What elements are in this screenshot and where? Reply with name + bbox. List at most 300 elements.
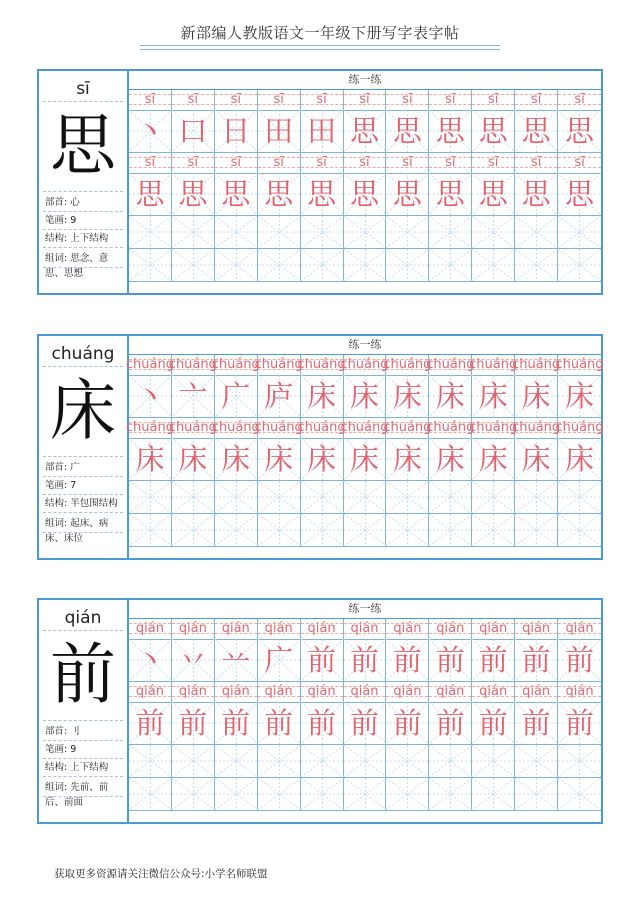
writing-cell[interactable]	[258, 249, 301, 281]
pinyin-cell	[558, 682, 601, 702]
writing-cell[interactable]	[429, 745, 472, 777]
pinyin-cell	[515, 90, 558, 110]
tian-grid-guide	[558, 778, 601, 810]
writing-cell[interactable]	[129, 216, 172, 248]
pinyin-trace: chuáng	[512, 420, 561, 435]
pinyin-cell	[301, 619, 344, 639]
writing-cell[interactable]	[129, 745, 172, 777]
writing-cell[interactable]	[129, 639, 172, 681]
writing-cell[interactable]	[429, 438, 472, 480]
structure-line: 结构: 半包围结构	[45, 498, 118, 509]
stroke-order-character: 床	[521, 379, 551, 413]
writing-cell[interactable]	[215, 249, 258, 281]
pinyin-cell	[383, 418, 432, 438]
tian-grid-guide	[172, 249, 215, 281]
writing-cell[interactable]	[515, 702, 558, 744]
pinyin-trace: sī	[359, 155, 370, 170]
writing-cell[interactable]	[386, 639, 429, 681]
tian-grid-guide	[258, 778, 301, 810]
stroke-order-character: 床	[565, 379, 595, 413]
writing-cell[interactable]	[301, 216, 344, 248]
pinyin-cell	[386, 682, 429, 702]
writing-cell[interactable]	[515, 173, 558, 215]
writing-cell[interactable]	[344, 173, 387, 215]
pinyin-cell	[129, 619, 172, 639]
writing-cell[interactable]	[386, 173, 429, 215]
stroke-order-character: 思	[135, 177, 165, 211]
pinyin-row	[129, 90, 601, 111]
pinyin-cell	[472, 682, 515, 702]
pinyin-cell	[515, 619, 558, 639]
writing-cell[interactable]	[215, 745, 258, 777]
pinyin-trace: qián	[393, 684, 422, 699]
writing-cell[interactable]	[215, 481, 258, 513]
writing-cell[interactable]	[472, 249, 515, 281]
writing-cell[interactable]	[472, 778, 515, 810]
writing-cell[interactable]	[301, 481, 344, 513]
writing-cell[interactable]	[258, 438, 301, 480]
writing-cell[interactable]	[472, 745, 515, 777]
stroke-order-character: 床	[392, 442, 422, 476]
writing-cell[interactable]	[258, 375, 301, 417]
tian-grid-guide	[215, 481, 258, 513]
writing-cell[interactable]	[172, 639, 215, 681]
pinyin-trace: qián	[135, 684, 164, 699]
tian-grid-guide	[172, 745, 215, 777]
writing-cell[interactable]	[472, 481, 515, 513]
stroke-order-character: 丷	[178, 643, 208, 677]
writing-cell[interactable]	[129, 702, 172, 744]
tian-grid-guide	[386, 745, 429, 777]
pinyin-trace: qián	[135, 621, 164, 636]
stroke-order-character: 前	[478, 706, 508, 740]
writing-cell[interactable]	[472, 438, 515, 480]
writing-cell[interactable]	[344, 375, 387, 417]
writing-cell[interactable]	[558, 375, 601, 417]
pinyin-trace: qián	[479, 684, 508, 699]
pinyin-cell	[125, 418, 174, 438]
pinyin-cell	[168, 418, 217, 438]
pinyin-cell	[301, 153, 344, 173]
writing-cell[interactable]	[558, 249, 601, 281]
stroke-order-character: 床	[264, 442, 294, 476]
practice-heading: 练一练	[129, 336, 601, 355]
pinyin-row	[125, 418, 604, 439]
writing-cell[interactable]	[301, 514, 344, 546]
writing-cell[interactable]	[172, 438, 215, 480]
writing-cell[interactable]	[301, 745, 344, 777]
writing-cell[interactable]	[344, 702, 387, 744]
pinyin-cell	[340, 355, 389, 375]
pinyin-trace: sī	[273, 155, 284, 170]
writing-cell[interactable]	[344, 249, 387, 281]
writing-cell[interactable]	[429, 110, 472, 152]
writing-cell[interactable]	[386, 438, 429, 480]
grid-row	[129, 375, 601, 418]
tian-grid-guide	[558, 745, 601, 777]
radical-line: 部首: 心	[45, 197, 80, 208]
pinyin-trace: chuáng	[297, 420, 346, 435]
pinyin-cell	[512, 355, 561, 375]
writing-cell[interactable]	[301, 375, 344, 417]
stroke-order-character: 床	[307, 379, 337, 413]
writing-cell[interactable]	[558, 481, 601, 513]
writing-cell[interactable]	[172, 110, 215, 152]
pinyin-trace: sī	[273, 92, 284, 107]
stroke-order-character: 思	[478, 177, 508, 211]
writing-cell[interactable]	[129, 173, 172, 215]
stroke-order-character: 䒑	[221, 643, 251, 677]
pinyin-trace: sī	[488, 92, 499, 107]
writing-cell[interactable]	[558, 110, 601, 152]
writing-cell[interactable]	[301, 173, 344, 215]
writing-cell[interactable]	[344, 514, 387, 546]
writing-cell[interactable]	[258, 481, 301, 513]
writing-cell[interactable]	[429, 639, 472, 681]
writing-cell[interactable]	[386, 778, 429, 810]
stroke-order-character: 思	[435, 114, 465, 148]
tian-grid-guide	[558, 216, 601, 248]
word-examples-line: 组词: 先前、前后、前面	[45, 782, 109, 808]
pinyin-trace: chuáng	[297, 357, 346, 372]
writing-cell[interactable]	[429, 702, 472, 744]
writing-cell[interactable]	[129, 438, 172, 480]
pinyin-trace: sī	[574, 92, 585, 107]
writing-cell[interactable]	[515, 110, 558, 152]
stroke-order-character: 田	[307, 114, 337, 148]
pinyin-trace: qián	[479, 621, 508, 636]
writing-cell[interactable]	[129, 110, 172, 152]
writing-cell[interactable]	[558, 778, 601, 810]
writing-cell[interactable]	[515, 481, 558, 513]
writing-cell[interactable]	[558, 216, 601, 248]
writing-cell[interactable]	[258, 110, 301, 152]
writing-cell[interactable]	[215, 639, 258, 681]
writing-cell[interactable]	[215, 778, 258, 810]
pinyin-trace: chuáng	[125, 420, 174, 435]
writing-cell[interactable]	[172, 173, 215, 215]
pinyin-cell	[215, 682, 258, 702]
tian-grid-guide	[258, 514, 301, 546]
writing-cell[interactable]	[301, 110, 344, 152]
stroke-order-character: 前	[521, 706, 551, 740]
stroke-order-character: 前	[565, 643, 595, 677]
writing-cell[interactable]	[515, 438, 558, 480]
writing-cell[interactable]	[386, 110, 429, 152]
pinyin-trace: sī	[316, 92, 327, 107]
writing-cell[interactable]	[129, 481, 172, 513]
pinyin-trace: qián	[178, 684, 207, 699]
tian-grid-guide	[129, 745, 172, 777]
writing-cell[interactable]	[344, 110, 387, 152]
tian-grid-guide	[386, 778, 429, 810]
writing-cell[interactable]	[172, 216, 215, 248]
pinyin-trace: sī	[230, 92, 241, 107]
tian-grid-guide	[129, 481, 172, 513]
writing-cell[interactable]	[472, 375, 515, 417]
writing-cell[interactable]	[429, 481, 472, 513]
writing-cell[interactable]	[301, 639, 344, 681]
writing-cell[interactable]	[558, 173, 601, 215]
pinyin-trace: sī	[187, 92, 199, 107]
pinyin-cell	[215, 153, 258, 173]
tian-grid-guide	[215, 778, 258, 810]
writing-cell[interactable]	[258, 778, 301, 810]
pinyin-cell	[344, 90, 387, 110]
pinyin-trace: chuáng	[168, 357, 217, 372]
writing-cell[interactable]	[172, 514, 215, 546]
practice-heading: 练一练	[129, 600, 601, 619]
writing-cell[interactable]	[429, 375, 472, 417]
tian-grid-guide	[301, 745, 344, 777]
writing-cell[interactable]	[129, 514, 172, 546]
divider	[43, 247, 123, 249]
writing-cell[interactable]	[429, 216, 472, 248]
writing-cell[interactable]	[558, 438, 601, 480]
writing-cell[interactable]	[215, 438, 258, 480]
pinyin-cell	[172, 682, 215, 702]
writing-cell[interactable]	[301, 249, 344, 281]
writing-cell[interactable]	[472, 216, 515, 248]
stroke-order-character: 思	[349, 114, 379, 148]
pinyin-row	[125, 355, 604, 376]
pinyin-trace: sī	[488, 155, 499, 170]
writing-cell[interactable]	[558, 745, 601, 777]
stroke-order-character: 口	[178, 114, 208, 148]
stroke-order-character: 前	[435, 706, 465, 740]
pinyin-trace: qián	[393, 621, 422, 636]
footer-note: 获取更多资源请关注微信公众号:小学名师联盟	[54, 868, 268, 880]
pinyin-cell	[301, 90, 344, 110]
pinyin-cell	[172, 153, 215, 173]
structure-line: 结构: 上下结构	[45, 762, 109, 773]
grid-row	[129, 216, 601, 249]
writing-cell[interactable]	[515, 639, 558, 681]
pinyin-label: sī	[76, 79, 90, 99]
stroke-order-character: 床	[135, 442, 165, 476]
writing-cell[interactable]	[429, 778, 472, 810]
pinyin-trace: qián	[522, 621, 551, 636]
writing-cell[interactable]	[386, 216, 429, 248]
pinyin-cell	[215, 90, 258, 110]
pinyin-cell	[340, 418, 389, 438]
writing-cell[interactable]	[472, 514, 515, 546]
writing-cell[interactable]	[558, 639, 601, 681]
writing-cell[interactable]	[515, 249, 558, 281]
pinyin-trace: sī	[144, 92, 156, 107]
pinyin-trace: chuáng	[340, 357, 389, 372]
writing-cell[interactable]	[344, 778, 387, 810]
pinyin-trace: chuáng	[168, 420, 217, 435]
stroke-order-character: 前	[478, 643, 508, 677]
pinyin-trace: sī	[445, 92, 456, 107]
pinyin-trace: chuáng	[383, 420, 432, 435]
grid-row	[129, 702, 601, 745]
pinyin-cell	[386, 619, 429, 639]
title-underline	[140, 45, 500, 46]
tian-grid-guide	[515, 216, 558, 248]
writing-cell[interactable]	[558, 702, 601, 744]
writing-cell[interactable]	[301, 438, 344, 480]
model-character: 前	[50, 636, 116, 713]
pinyin-trace: chuáng	[211, 357, 260, 372]
writing-cell[interactable]	[215, 110, 258, 152]
pinyin-cell	[254, 418, 303, 438]
pinyin-trace: qián	[522, 684, 551, 699]
writing-cell[interactable]	[472, 110, 515, 152]
tian-grid-guide	[429, 778, 472, 810]
writing-cell[interactable]	[472, 639, 515, 681]
writing-cell[interactable]	[129, 375, 172, 417]
writing-cell[interactable]	[344, 639, 387, 681]
divider	[43, 720, 123, 722]
stroke-order-character: 思	[565, 177, 595, 211]
tian-grid-guide	[129, 216, 172, 248]
pinyin-cell	[215, 619, 258, 639]
writing-cell[interactable]	[258, 216, 301, 248]
stroke-order-character: 床	[435, 442, 465, 476]
pinyin-cell	[297, 355, 346, 375]
tian-grid-guide	[258, 249, 301, 281]
pinyin-trace: qián	[264, 684, 293, 699]
writing-cell[interactable]	[515, 778, 558, 810]
writing-cell[interactable]	[429, 173, 472, 215]
tian-grid-guide	[472, 778, 515, 810]
stroke-order-character: 思	[478, 114, 508, 148]
tian-grid-guide	[386, 216, 429, 248]
writing-cell[interactable]	[515, 745, 558, 777]
tian-grid-guide	[215, 745, 258, 777]
writing-cell[interactable]	[472, 173, 515, 215]
writing-cell[interactable]	[344, 745, 387, 777]
tian-grid-guide	[472, 745, 515, 777]
pinyin-cell	[297, 418, 346, 438]
writing-cell[interactable]	[215, 216, 258, 248]
pinyin-cell	[555, 355, 604, 375]
writing-cell[interactable]	[386, 514, 429, 546]
writing-cell[interactable]	[172, 702, 215, 744]
pinyin-cell	[512, 418, 561, 438]
writing-cell[interactable]	[386, 745, 429, 777]
writing-cell[interactable]	[386, 702, 429, 744]
tian-grid-guide	[344, 216, 387, 248]
writing-cell[interactable]	[258, 745, 301, 777]
tian-grid-guide	[472, 514, 515, 546]
tian-grid-guide	[429, 481, 472, 513]
tian-grid-guide	[515, 249, 558, 281]
tian-grid-guide	[215, 216, 258, 248]
pinyin-cell	[386, 90, 429, 110]
writing-cell[interactable]	[429, 249, 472, 281]
writing-cell[interactable]	[215, 173, 258, 215]
stroke-order-character: 床	[478, 379, 508, 413]
practice-sheet-chuang	[37, 334, 603, 560]
writing-cell[interactable]	[515, 375, 558, 417]
writing-cell[interactable]	[258, 514, 301, 546]
stroke-order-character: 床	[521, 442, 551, 476]
writing-cell[interactable]	[472, 702, 515, 744]
stroke-order-character: 思	[392, 177, 422, 211]
writing-cell[interactable]	[301, 778, 344, 810]
pinyin-cell	[558, 153, 601, 173]
pinyin-cell	[129, 682, 172, 702]
pinyin-cell	[172, 619, 215, 639]
practice-sheet-si	[37, 69, 603, 295]
tian-grid-guide	[258, 481, 301, 513]
pinyin-cell	[258, 153, 301, 173]
pinyin-trace: sī	[402, 155, 413, 170]
stroke-count-line: 笔画: 7	[45, 480, 77, 491]
pinyin-cell	[426, 355, 475, 375]
writing-cell[interactable]	[258, 639, 301, 681]
stroke-order-character: 思	[521, 114, 551, 148]
writing-cell[interactable]	[215, 514, 258, 546]
writing-cell[interactable]	[515, 216, 558, 248]
writing-cell[interactable]	[344, 438, 387, 480]
stroke-order-character: 床	[221, 442, 251, 476]
writing-cell[interactable]	[558, 514, 601, 546]
writing-cell[interactable]	[429, 514, 472, 546]
tian-grid-guide	[558, 514, 601, 546]
stroke-order-character: 丶	[135, 114, 165, 148]
stroke-order-character: 前	[178, 706, 208, 740]
divider	[43, 267, 123, 269]
writing-cell[interactable]	[172, 745, 215, 777]
pinyin-trace: qián	[178, 621, 207, 636]
pinyin-cell	[383, 355, 432, 375]
writing-cell[interactable]	[515, 514, 558, 546]
grid-row	[129, 249, 601, 282]
tian-grid-guide	[429, 514, 472, 546]
writing-cell[interactable]	[172, 481, 215, 513]
writing-cell[interactable]	[386, 249, 429, 281]
model-character: 床	[50, 372, 116, 449]
writing-cell[interactable]	[301, 702, 344, 744]
stroke-order-character: 床	[307, 442, 337, 476]
writing-cell[interactable]	[258, 173, 301, 215]
writing-cell[interactable]	[344, 216, 387, 248]
writing-cell[interactable]	[129, 249, 172, 281]
divider	[43, 191, 123, 193]
writing-cell[interactable]	[215, 375, 258, 417]
tian-grid-guide	[215, 514, 258, 546]
tian-grid-guide	[129, 249, 172, 281]
tian-grid-guide	[301, 249, 344, 281]
tian-grid-guide	[344, 514, 387, 546]
stroke-order-character: 亠	[178, 379, 208, 413]
tian-grid-guide	[429, 249, 472, 281]
pinyin-cell	[168, 355, 217, 375]
writing-cell[interactable]	[172, 249, 215, 281]
writing-cell[interactable]	[258, 702, 301, 744]
pinyin-trace: chuáng	[340, 420, 389, 435]
divider	[43, 512, 123, 514]
writing-cell[interactable]	[172, 375, 215, 417]
writing-cell[interactable]	[386, 375, 429, 417]
writing-cell[interactable]	[344, 481, 387, 513]
pinyin-row	[129, 153, 601, 174]
writing-cell[interactable]	[215, 702, 258, 744]
writing-cell[interactable]	[129, 778, 172, 810]
writing-cell[interactable]	[172, 778, 215, 810]
tian-grid-guide	[258, 216, 301, 248]
writing-cell[interactable]	[386, 481, 429, 513]
pinyin-trace: chuáng	[555, 357, 604, 372]
practice-sheet-qian	[37, 598, 603, 824]
grid-row	[129, 745, 601, 778]
pinyin-trace: qián	[307, 684, 336, 699]
title-underline	[140, 49, 500, 50]
